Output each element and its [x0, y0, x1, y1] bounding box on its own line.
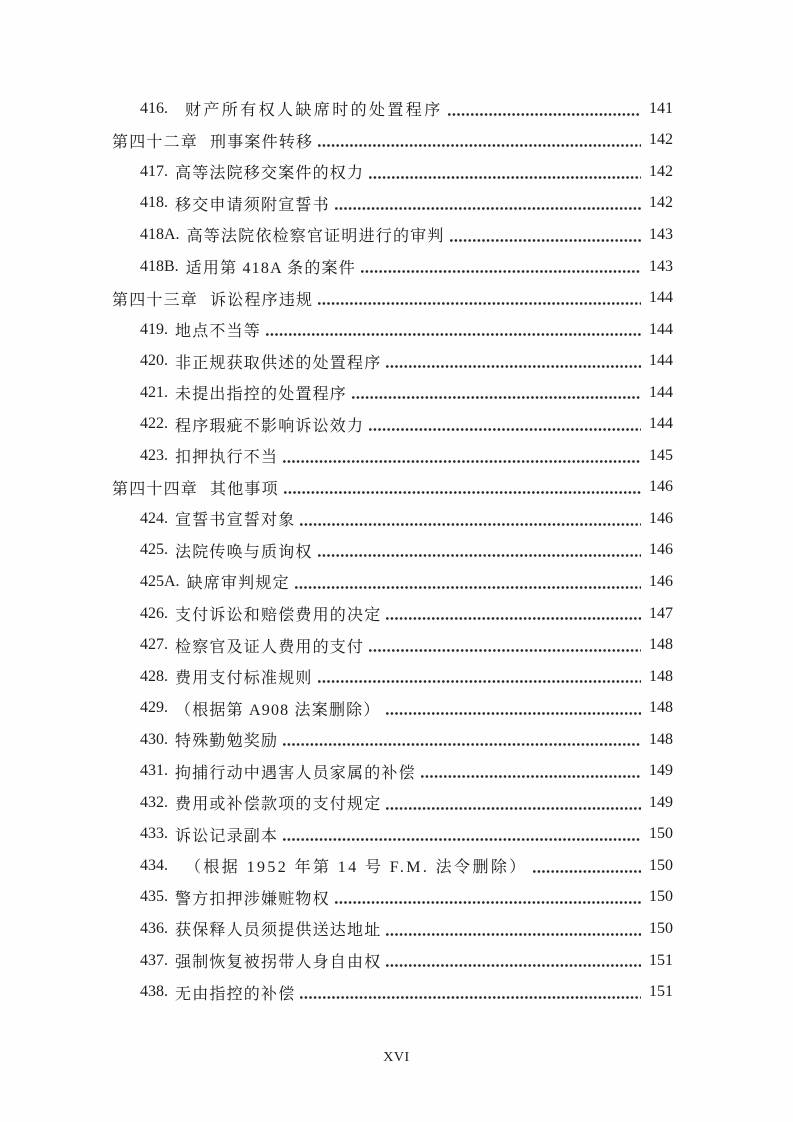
entry-page-number: 150 — [649, 856, 673, 874]
entry-page-number: 145 — [649, 446, 673, 464]
dot-leader — [450, 239, 641, 242]
entry-number: 435. — [140, 888, 168, 906]
entry-page-number: 144 — [649, 320, 673, 338]
toc-entry[interactable] — [112, 787, 673, 819]
entry-page-number: 149 — [649, 762, 673, 780]
dot-leader — [283, 743, 641, 746]
entry-number: 第四十三章 — [112, 291, 199, 309]
dot-leader — [533, 870, 641, 873]
dot-leader — [386, 712, 641, 715]
entry-page-number: 148 — [649, 730, 673, 748]
entry-number: 422. — [140, 415, 168, 433]
entry-number: 426. — [140, 604, 168, 622]
entry-title: 高等法院移交案件的权力 — [175, 165, 365, 183]
entry-title: 支付诉讼和赔偿费用的决定 — [175, 607, 382, 625]
entry-title: 地点不当等 — [175, 323, 262, 341]
entry-page-number: 148 — [649, 667, 673, 685]
dot-leader — [283, 838, 641, 841]
dot-leader — [369, 428, 641, 431]
page-footer-roman-numeral: XVI — [383, 1050, 410, 1065]
toc-entry[interactable] — [112, 377, 673, 409]
toc-entry[interactable] — [112, 882, 673, 914]
entry-title: 诉讼记录副本 — [175, 827, 279, 845]
entry-number: 419. — [140, 320, 168, 338]
dot-leader — [369, 649, 641, 652]
toc-entry[interactable] — [112, 850, 673, 882]
toc-entry[interactable] — [112, 314, 673, 346]
dot-leader — [352, 396, 641, 399]
toc-entry[interactable] — [112, 661, 673, 693]
entry-title: 法院传唤与质询权 — [175, 543, 313, 561]
entry-page-number: 150 — [649, 919, 673, 937]
entry-page-number: 144 — [649, 352, 673, 370]
entry-title: 缺席审判规定 — [186, 575, 290, 593]
entry-page-number: 148 — [649, 636, 673, 654]
dot-leader — [318, 680, 641, 683]
entry-page-number: 146 — [649, 541, 673, 559]
entry-title: 适用第 418A 条的案件 — [185, 260, 356, 277]
dot-leader — [421, 775, 641, 778]
entry-title: 费用支付标准规则 — [175, 670, 313, 688]
dot-leader — [361, 270, 641, 273]
entry-number: 417. — [140, 162, 168, 180]
entry-title: 特殊勤勉奖励 — [175, 733, 279, 751]
dot-leader — [386, 617, 641, 620]
entry-title: 程序瑕疵不影响诉讼效力 — [175, 417, 365, 435]
entry-page-number: 146 — [649, 478, 673, 496]
toc-entry[interactable] — [112, 345, 673, 377]
dot-leader — [283, 460, 641, 463]
dot-leader — [386, 964, 641, 967]
entry-number: 436. — [140, 919, 168, 937]
entry-page-number: 141 — [649, 99, 673, 117]
entry-page-number: 144 — [649, 415, 673, 433]
dot-leader — [386, 933, 641, 936]
entry-title: 获保释人员须提供送达地址 — [175, 922, 382, 940]
entry-page-number: 146 — [649, 572, 673, 590]
entry-number: 429. — [140, 699, 168, 717]
dot-leader — [386, 807, 641, 810]
toc-entry[interactable] — [112, 976, 673, 1008]
dot-leader — [300, 996, 641, 999]
toc-entry[interactable] — [112, 188, 673, 220]
entry-title: 拘捕行动中遇害人员家属的补偿 — [175, 764, 416, 782]
toc-entry[interactable] — [112, 724, 673, 756]
toc-entry[interactable] — [112, 598, 673, 630]
entry-number: 416. — [140, 99, 168, 117]
entry-page-number: 151 — [649, 983, 673, 1001]
toc-entry[interactable] — [112, 219, 673, 251]
entry-title: 高等法院依检察官证明进行的审判 — [186, 228, 445, 246]
dot-leader — [318, 144, 641, 147]
dot-leader — [369, 176, 641, 179]
toc-entry[interactable] — [112, 472, 673, 504]
entry-title: 移交申请须附宣誓书 — [175, 196, 330, 214]
toc-entry[interactable] — [112, 503, 673, 535]
entry-page-number: 143 — [649, 257, 673, 275]
entry-title: 警方扣押涉嫌赃物权 — [175, 890, 330, 908]
entry-page-number: 148 — [649, 699, 673, 717]
entry-page-number: 142 — [649, 162, 673, 180]
dot-leader — [295, 586, 641, 589]
toc-entry[interactable] — [112, 629, 673, 661]
toc-entry[interactable] — [112, 251, 673, 283]
dot-leader — [300, 523, 641, 526]
entry-number: 第四十二章 — [112, 133, 199, 151]
entry-title: 诉讼程序违规 — [210, 291, 314, 309]
entry-number: 437. — [140, 951, 168, 969]
entry-title: 无由指控的补偿 — [175, 985, 296, 1003]
entry-number: 431. — [140, 762, 168, 780]
entry-number: 425. — [140, 541, 168, 559]
dot-leader — [448, 113, 641, 116]
entry-number: 421. — [140, 383, 168, 401]
toc-entry[interactable] — [112, 566, 673, 598]
entry-title: 其他事项 — [210, 480, 279, 498]
entry-page-number: 144 — [649, 289, 673, 307]
toc-entry[interactable] — [112, 535, 673, 567]
entry-number: 424. — [140, 509, 168, 527]
entry-title: 财产所有权人缺席时的处置程序 — [185, 102, 443, 120]
dot-leader — [335, 901, 641, 904]
entry-title: 非正规获取供述的处置程序 — [175, 354, 382, 372]
entry-page-number: 149 — [649, 793, 673, 811]
entry-title: 刑事案件转移 — [210, 133, 314, 151]
entry-page-number: 146 — [649, 509, 673, 527]
entry-page-number: 150 — [649, 888, 673, 906]
entry-page-number: 142 — [649, 131, 673, 149]
entry-number: 434. — [140, 856, 168, 874]
toc-entry[interactable] — [112, 755, 673, 787]
toc-entry[interactable] — [112, 440, 673, 472]
entry-number: 第四十四章 — [112, 480, 199, 498]
toc-entry[interactable] — [112, 125, 673, 157]
entry-number: 418A. — [140, 225, 180, 243]
entry-title: 检察官及证人费用的支付 — [175, 638, 365, 656]
entry-number: 430. — [140, 730, 168, 748]
dot-leader — [284, 491, 641, 494]
toc-entry[interactable] — [112, 282, 673, 314]
toc-entry[interactable] — [112, 819, 673, 851]
entry-number: 423. — [140, 446, 168, 464]
entry-number: 433. — [140, 825, 168, 843]
dot-leader — [318, 302, 641, 305]
entry-page-number: 143 — [649, 225, 673, 243]
toc-entry[interactable] — [112, 93, 673, 125]
entry-title: 强制恢复被拐带人身自由权 — [175, 954, 382, 972]
toc-entry[interactable] — [112, 156, 673, 188]
entry-number: 432. — [140, 793, 168, 811]
entry-page-number: 147 — [649, 604, 673, 622]
toc-entry[interactable] — [112, 913, 673, 945]
dot-leader — [318, 554, 641, 557]
entry-page-number: 144 — [649, 383, 673, 401]
entry-title: 费用或补偿款项的支付规定 — [175, 796, 382, 814]
dot-leader — [335, 207, 641, 210]
toc — [112, 93, 673, 1008]
entry-number: 438. — [140, 983, 168, 1001]
entry-page-number: 151 — [649, 951, 673, 969]
entry-number: 420. — [140, 352, 168, 370]
dot-leader — [266, 333, 641, 336]
entry-number: 428. — [140, 667, 168, 685]
toc-entry[interactable] — [112, 408, 673, 440]
dot-leader — [386, 365, 641, 368]
entry-title: （根据第 A908 法案删除） — [175, 701, 381, 719]
entry-title: 宣誓书宣誓对象 — [175, 512, 296, 530]
toc-entry[interactable] — [112, 692, 673, 724]
entry-page-number: 142 — [649, 194, 673, 212]
entry-number: 425A. — [140, 572, 180, 590]
entry-number: 418. — [140, 194, 168, 212]
entry-title: 未提出指控的处置程序 — [175, 386, 348, 404]
entry-title: 扣押执行不当 — [175, 449, 279, 467]
entry-number: 418B. — [140, 257, 179, 275]
entry-title: （根据 1952 年第 14 号 F.M. 法令删除） — [185, 859, 528, 877]
toc-entry[interactable] — [112, 945, 673, 977]
entry-page-number: 150 — [649, 825, 673, 843]
entry-number: 427. — [140, 636, 168, 654]
